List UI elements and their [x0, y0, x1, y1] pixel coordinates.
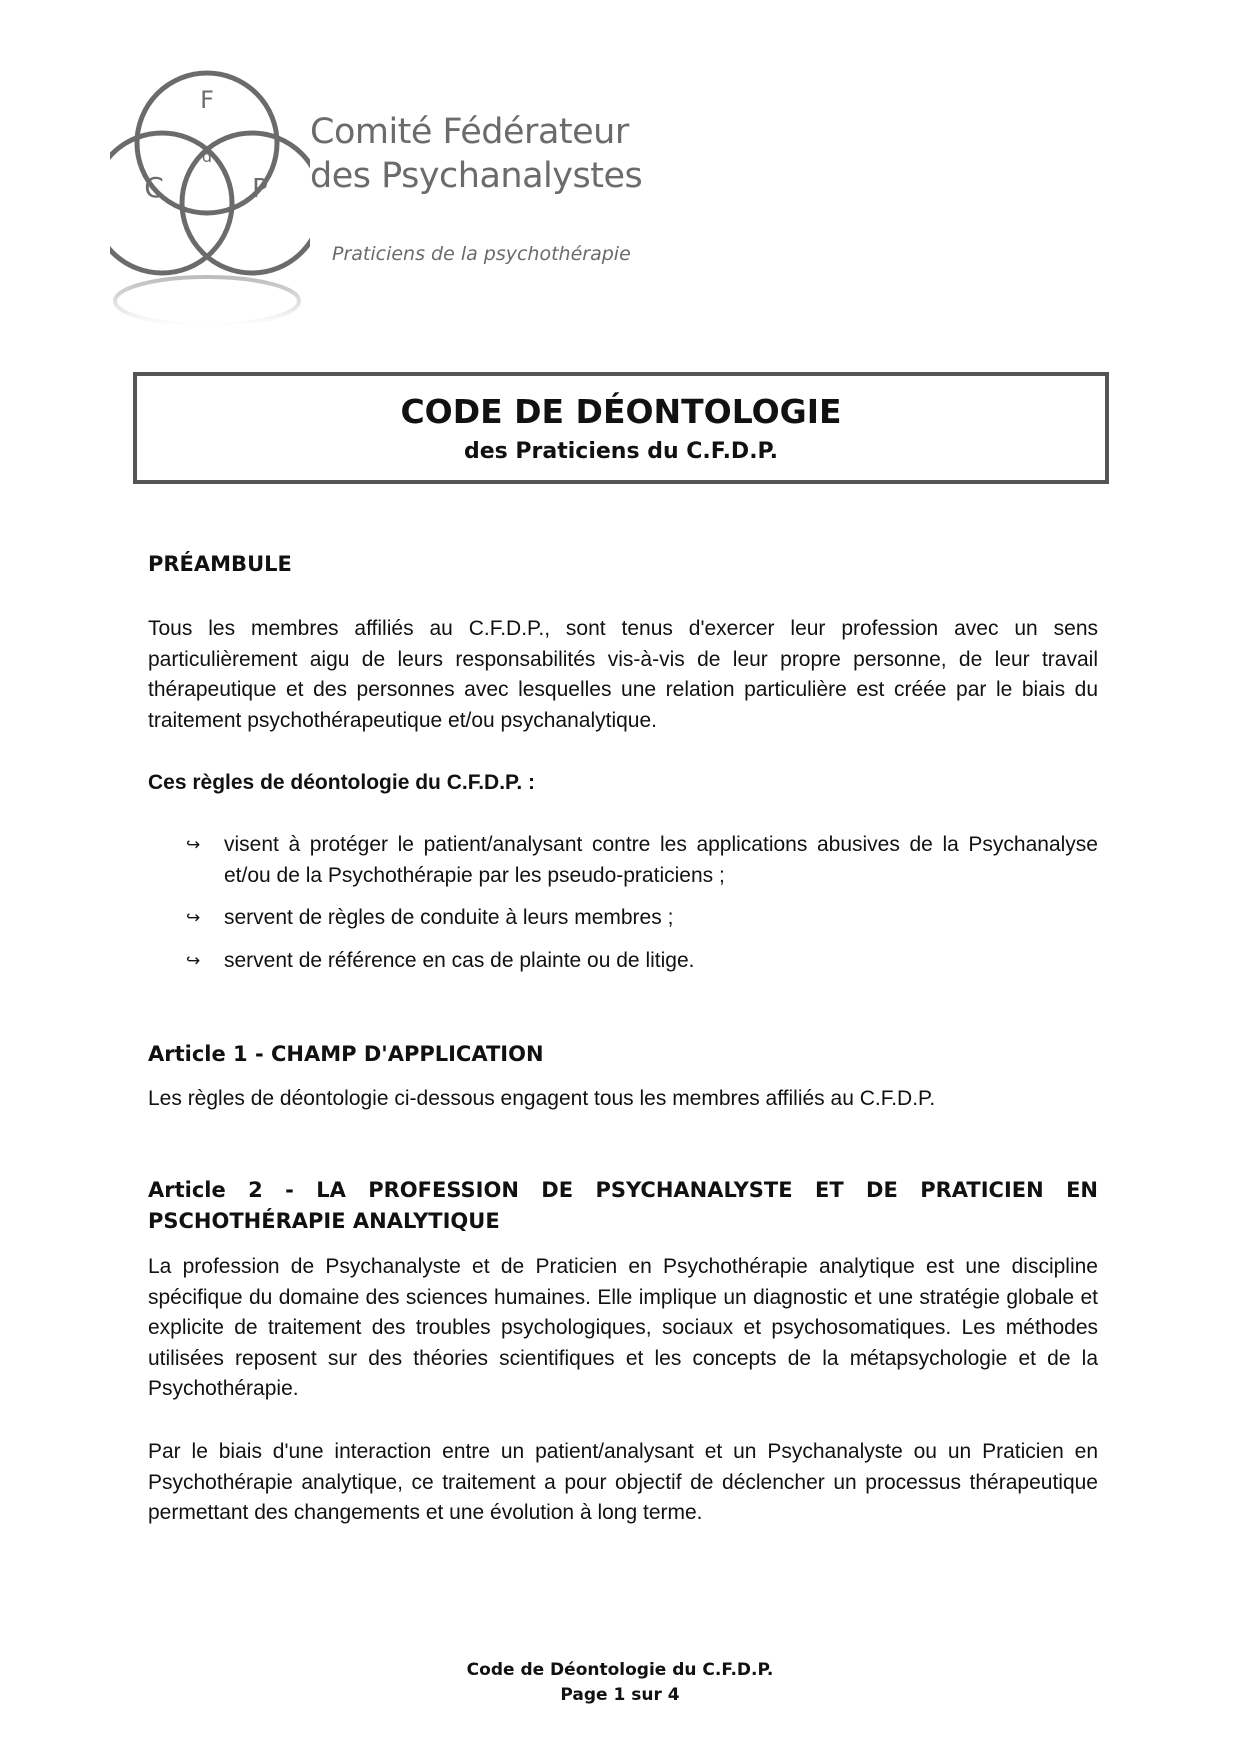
- logo-letter-c: C: [144, 171, 164, 204]
- page-number: Page 1 sur 4: [560, 1685, 680, 1705]
- footer-title: Code de Déontologie du C.F.D.P.: [466, 1660, 774, 1680]
- article1-heading: Article 1 - CHAMP D'APPLICATION: [148, 1042, 544, 1066]
- list-item: [186, 946, 1098, 977]
- title-box: [133, 372, 1109, 484]
- logo-letter-f: F: [200, 86, 214, 114]
- logo-letter-d: d: [201, 147, 213, 166]
- rules-lead: Ces règles de déontologie du C.F.D.P. :: [148, 771, 536, 794]
- list-item-text: servent de référence en cas de plainte ou de litige.: [224, 949, 695, 972]
- org-name-line2: des Psychanalystes: [310, 156, 643, 196]
- list-item: [186, 903, 1098, 934]
- article1-text: Les règles de déontologie ci-dessous engagent tous les membres affiliés au C.F.D.P.: [148, 1087, 936, 1110]
- cfdp-logo: [110, 65, 643, 325]
- arrow-bullet-icon: ↪: [186, 835, 201, 855]
- article2-para2: Par le biais d'une interaction entre un patient/analysant et un Psychanalyste ou un Praticien en Psychothérapie analytique, ce traitement a pour objectif de déclencher un processus thérapeutique permettant des changements et une évolution à long terme.: [148, 1440, 1098, 1524]
- page-subtitle: des Praticiens du C.F.D.P.: [463, 439, 778, 464]
- logo-reflection: [115, 277, 299, 325]
- preambule-text: Tous les membres affiliés au C.F.D.P., sont tenus d'exercer leur profession avec un sens particulièrement aigu de leurs responsabilités vis-à-vis de leur propre personne, de leur travail thérapeutique et des personnes avec lesquelles une relation particulière est créée par le biais du traitement psychothérapeutique et/ou psychanalytique.: [148, 617, 1098, 732]
- org-name-line1: Comité Fédérateur: [310, 112, 629, 152]
- org-name: [310, 110, 642, 198]
- page-title: CODE DE DÉONTOLOGIE: [400, 392, 842, 431]
- org-tagline: Praticiens de la psychothérapie: [332, 243, 631, 265]
- list-item-text: servent de règles de conduite à leurs membres ;: [224, 906, 674, 929]
- article2-heading: Article 2 - LA PROFESSION DE PSYCHANALYSTE ET DE PRATICIEN EN PSCHOTHÉRAPIE ANALYTIQUE: [148, 1178, 1098, 1233]
- list-item-text: visent à protéger le patient/analysant contre les applications abusives de la Psychanalyse et/ou de la Psychothérapie par les pseudo-praticiens ;: [224, 833, 1098, 887]
- logo-circles: [110, 65, 310, 325]
- list-item: [186, 830, 1098, 891]
- page-footer: [0, 1658, 1240, 1708]
- arrow-bullet-icon: ↪: [186, 951, 201, 971]
- arrow-bullet-icon: ↪: [186, 908, 201, 928]
- logo-letter-p: P: [252, 174, 268, 204]
- article2-para1: La profession de Psychanalyste et de Praticien en Psychothérapie analytique est une discipline spécifique du domaine des sciences humaines. Elle implique un diagnostic et une stratégie globale et explicite de traitement des troubles psychologiques, sociaux et psychosomatiques. Les méthodes utilisées reposent sur des théories scientifiques et les concepts de la métapsychologie et de la Psychothérapie.: [148, 1255, 1098, 1400]
- preambule-heading: PRÉAMBULE: [148, 552, 292, 576]
